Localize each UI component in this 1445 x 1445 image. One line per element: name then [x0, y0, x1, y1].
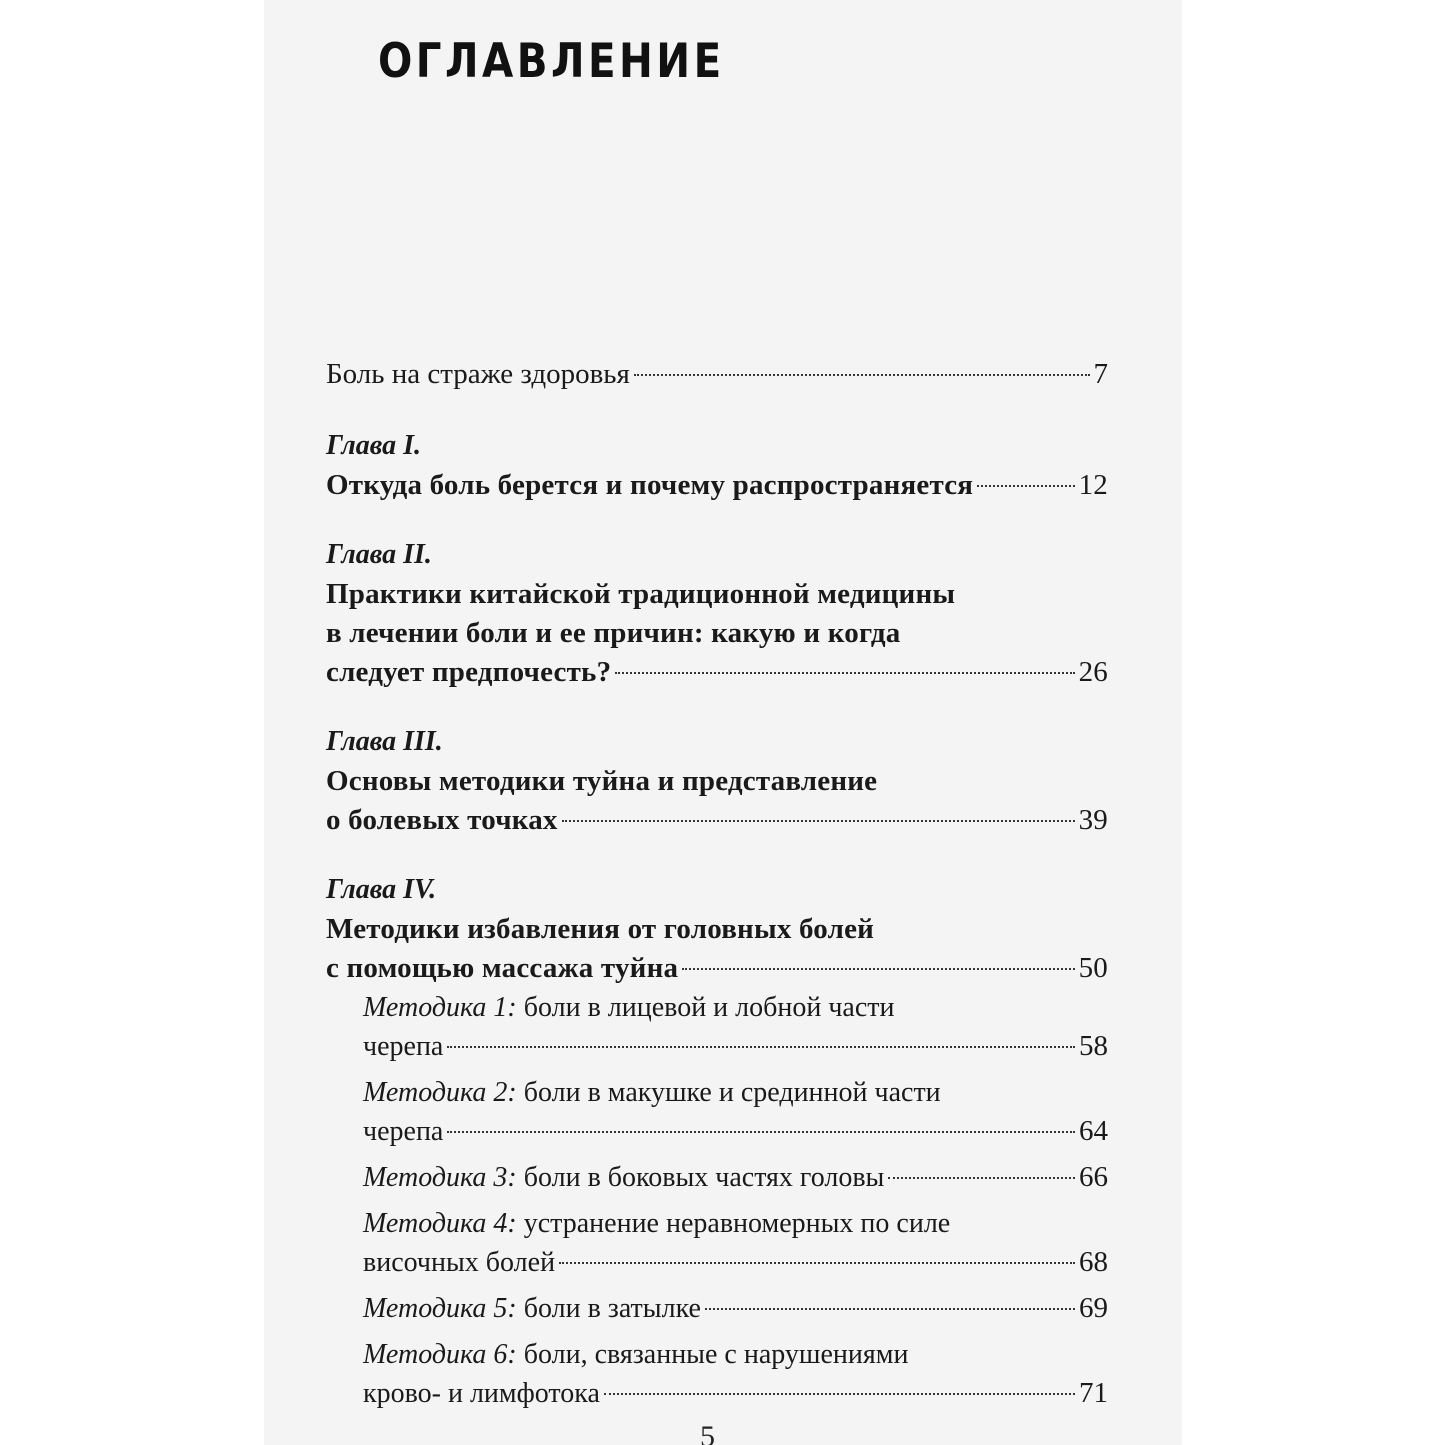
dot-leader — [682, 968, 1074, 970]
method-title-line: крово- и лимфотока — [363, 1378, 600, 1409]
toc-page-number: 58 — [1079, 1030, 1108, 1062]
toc-method-2 — [363, 1073, 1108, 1151]
dot-leader — [559, 1262, 1075, 1264]
chapter-label: Глава I. — [326, 430, 422, 461]
page-title: ОГЛАВЛЕНИЕ — [378, 34, 725, 89]
toc-entry-chapter-2 — [326, 535, 1108, 692]
toc-page-number: 69 — [1079, 1292, 1108, 1324]
toc-entry-chapter-4 — [326, 870, 1108, 1413]
method-title-line: устранение неравномерных по силе — [523, 1208, 951, 1239]
method-title-line: височных болей — [363, 1247, 556, 1278]
method-title-line: боли в макушке и срединной части — [523, 1077, 941, 1108]
method-title-line: черепа — [363, 1116, 444, 1147]
toc-entry-title: Боль на страже здоровья — [326, 358, 630, 390]
dot-leader — [615, 672, 1074, 674]
dot-leader — [447, 1046, 1075, 1048]
method-title-line: боли в боковых частях головы — [523, 1162, 885, 1193]
page-number: 5 — [700, 1420, 715, 1445]
method-label: Методика 5: — [363, 1293, 517, 1324]
toc-page-number: 71 — [1079, 1377, 1108, 1409]
chapter-title-line: с помощью массажа туйна — [326, 952, 679, 984]
chapter-title-line: Основы методики туйна и представление — [326, 765, 878, 797]
chapter-title-line: Методики избавления от головных болей — [326, 913, 875, 945]
method-title-line: боли в лицевой и лобной части — [523, 992, 895, 1023]
method-label: Методика 6: — [363, 1339, 517, 1370]
toc-entry-chapter-1 — [326, 426, 1108, 505]
dot-leader — [705, 1308, 1075, 1310]
dot-leader — [977, 485, 1074, 487]
dot-leader — [604, 1393, 1075, 1395]
chapter-title-line: в лечении боли и ее причин: какую и когда — [326, 617, 901, 649]
toc-entry-chapter-3 — [326, 722, 1108, 840]
chapter-title-line: Откуда боль берется и почему распространяется — [326, 469, 974, 501]
method-label: Методика 4: — [363, 1208, 517, 1239]
dot-leader — [562, 820, 1075, 822]
method-title-line: боли, связанные с нарушениями — [523, 1339, 909, 1370]
toc-method-5 — [363, 1289, 1108, 1328]
toc-page-number: 12 — [1078, 469, 1108, 501]
chapter-label: Глава IV. — [326, 874, 437, 905]
toc-page-number: 7 — [1093, 358, 1108, 390]
chapter-title-line: о болевых точках — [326, 804, 558, 836]
toc-entry-intro — [326, 352, 1108, 396]
method-label: Методика 1: — [363, 992, 517, 1023]
dot-leader — [888, 1177, 1075, 1179]
toc-page-number: 68 — [1079, 1246, 1108, 1278]
method-title-line: боли в затылке — [523, 1293, 701, 1324]
toc-method-1 — [363, 988, 1108, 1066]
toc-method-3 — [363, 1158, 1108, 1197]
toc-method-4 — [363, 1204, 1108, 1282]
toc-page-number: 39 — [1078, 804, 1108, 836]
method-title-line: черепа — [363, 1031, 444, 1062]
method-label: Методика 3: — [363, 1162, 517, 1193]
method-label: Методика 2: — [363, 1077, 517, 1108]
toc-page-number: 66 — [1079, 1161, 1108, 1193]
toc-page-number: 64 — [1079, 1115, 1108, 1147]
chapter-label: Глава II. — [326, 539, 432, 570]
method-list — [326, 988, 1108, 1413]
toc-page-number: 50 — [1078, 952, 1108, 984]
chapter-title-line: Практики китайской традиционной медицины — [326, 578, 956, 610]
dot-leader — [634, 374, 1090, 376]
toc-page-number: 26 — [1078, 656, 1108, 688]
chapter-label: Глава III. — [326, 726, 443, 757]
chapter-title-line: следует предпочесть? — [326, 656, 612, 688]
table-of-contents — [326, 352, 1108, 1443]
book-page — [264, 0, 1182, 1445]
dot-leader — [447, 1131, 1075, 1133]
toc-method-6 — [363, 1335, 1108, 1413]
